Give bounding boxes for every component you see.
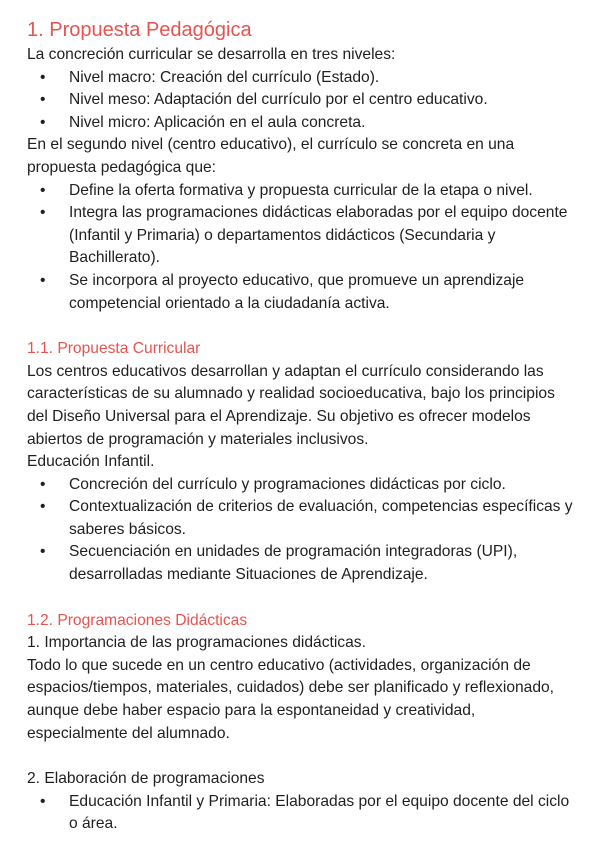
section-1-1-subheading: Educación Infantil. — [27, 453, 155, 471]
list-item — [27, 202, 576, 270]
bullet-icon: • — [40, 68, 46, 86]
list-item — [27, 791, 576, 836]
bullet-icon: • — [40, 271, 46, 289]
list-item — [27, 180, 576, 203]
list-item-text: Concreción del currículo y programaciones didácticas por ciclo. — [69, 475, 506, 493]
list-item — [27, 270, 576, 315]
list-item-text: Integra las programaciones didácticas elaboradas por el equipo docente (Infantil y Primaria) o departamentos didácticos (Secundaria y Bachillerato). — [69, 204, 568, 267]
section-1-2-item1-title: 1. Importancia de las programaciones didácticas. — [27, 634, 366, 652]
levels-list — [27, 67, 576, 135]
bullet-icon: • — [40, 498, 46, 516]
spacer — [27, 745, 576, 768]
list-item-text: Contextualización de criterios de evaluación, competencias específicas y saberes básicos. — [69, 498, 573, 538]
list-item-text: Se incorpora al proyecto educativo, que promueve un aprendizaje competencial orientado a la ciudadanía activa. — [69, 271, 525, 312]
proposal-points-list — [27, 180, 576, 316]
bullet-icon: • — [40, 113, 46, 131]
section-1-2-item2-title: 2. Elaboración de programaciones — [27, 770, 265, 788]
bullet-icon: • — [40, 475, 46, 493]
infantil-points-list — [27, 474, 576, 587]
spacer — [27, 587, 576, 610]
list-item — [27, 89, 576, 112]
bullet-icon: • — [40, 91, 46, 109]
list-item-text: Nivel meso: Adaptación del currículo por el centro educativo. — [69, 91, 488, 109]
bullet-icon: • — [40, 792, 46, 810]
list-item-text: Nivel micro: Aplicación en el aula concreta. — [69, 113, 366, 131]
list-item — [27, 541, 576, 586]
section-1-1-title: 1.1. Propuesta Curricular — [27, 340, 201, 358]
list-item — [27, 496, 576, 541]
list-item-text: Educación Infantil y Primaria: Elaboradas por el equipo docente del ciclo o área. — [69, 792, 570, 833]
section-1-title: 1. Propuesta Pedagógica — [27, 19, 252, 41]
list-item — [27, 112, 576, 135]
spacer — [27, 315, 576, 338]
section-1-middle: En el segundo nivel (centro educativo), el currículo se concreta en una propuesta pedagógica que: — [27, 136, 515, 176]
section-1-2-item1-text: Todo lo que sucede en un centro educativo (actividades, organización de espacios/tiempos, materiales, cuidados) debe ser planificado y reflexionado, aunque debe haber espacio para la espontaneidad y creatividad, especialmente del alumnado. — [27, 656, 555, 742]
section-1-1-paragraph: Los centros educativos desarrollan y adaptan el currículo considerando las características de su alumnado y realidad socioeducativa, bajo los principios del Diseño Universal para el Aprendizaje. Su objetivo es ofrecer modelos abiertos de programación y materiales inclusivos. — [27, 362, 555, 448]
section-1-2-title: 1.2. Programaciones Didácticas — [27, 611, 248, 629]
list-item — [27, 67, 576, 90]
list-item-text: Define la oferta formativa y propuesta curricular de la etapa o nivel. — [69, 181, 533, 199]
bullet-icon: • — [40, 181, 46, 199]
bullet-icon: • — [40, 204, 46, 222]
list-item-text: Nivel macro: Creación del currículo (Estado). — [69, 68, 380, 86]
list-item-text: Secuenciación en unidades de programación integradoras (UPI), desarrolladas mediante Situaciones de Aprendizaje. — [69, 543, 518, 584]
section-1-intro: La concreción curricular se desarrolla en tres niveles: — [27, 46, 396, 63]
bullet-icon: • — [40, 543, 46, 561]
elaboration-points-list — [27, 791, 576, 836]
list-item — [27, 474, 576, 497]
